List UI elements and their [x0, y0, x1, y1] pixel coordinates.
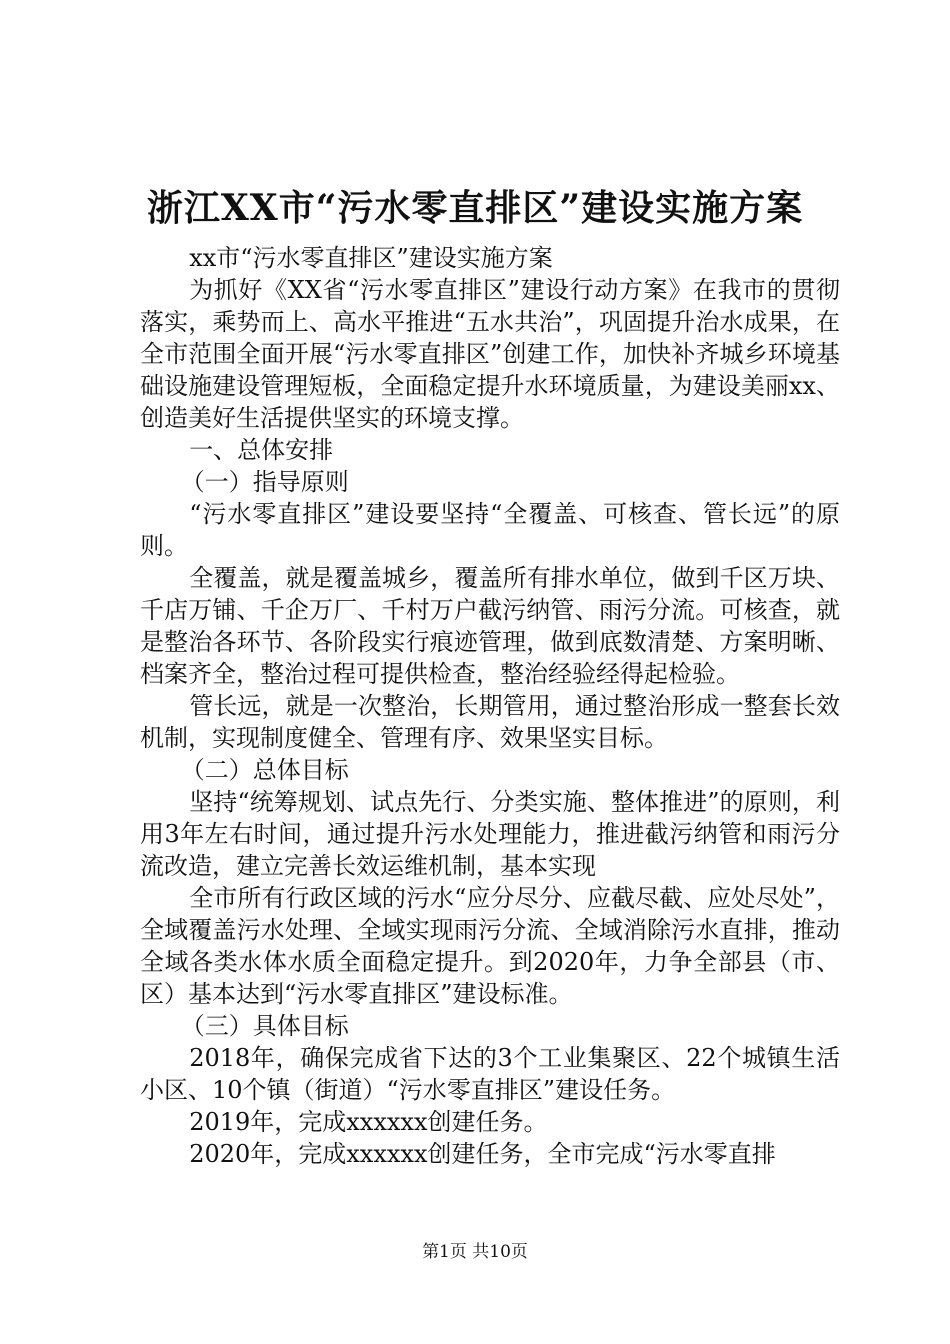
paragraph: “污水零直排区”建设要坚持“全覆盖、可核查、管长远”的原则。: [140, 500, 840, 560]
paragraph: 2019年，完成xxxxxx创建任务。: [189, 1108, 548, 1136]
subsection-heading: （一）指导原则: [180, 468, 349, 496]
paragraph: 坚持“统筹规划、试点先行、分类实施、整体推进”的原则，利用3年左右时间，通过提升污水处理能力，推进截污纳管和雨污分流改造，建立完善长效运维机制，基本实现: [140, 788, 840, 880]
paragraph: 全覆盖，就是覆盖城乡，覆盖所有排水单位，做到千区万块、千店万铺、千企万厂、千村万户截污纳管、雨污分流。可核查，就是整治各环节、各阶段实行痕迹管理，做到底数清楚、方案明晰、档案齐全，整治过程可提供检查，整治经验经得起检验。: [140, 564, 840, 688]
paragraph: 全市所有行政区域的污水“应分尽分、应截尽截、应处尽处”，全域覆盖污水处理、全域实现雨污分流、全域消除污水直排，推动全域各类水体水质全面稳定提升。到2020年，力争全部县（市、区）基本达到“污水零直排区”建设标准。: [140, 884, 840, 1008]
document-subtitle: xx市“污水零直排区”建设实施方案: [189, 244, 553, 272]
page-number: 第1页 共10页: [422, 1242, 528, 1262]
paragraph: 2020年，完成xxxxxx创建任务，全市完成“污水零直排: [189, 1140, 776, 1168]
paragraph-intro: 为抓好《XX省“污水零直排区”建设行动方案》在我市的贯彻落实，乘势而上、高水平推进“五水共治”，巩固提升治水成果，在全市范围全面开展“污水零直排区”创建工作，加快补齐城乡环境基础设施建设管理短板，全面稳定提升水环境质量，为建设美丽xx、创造美好生活提供坚实的环境支撑。: [140, 276, 840, 432]
document-title: 浙江XX市“污水零直排区”建设实施方案: [146, 187, 804, 229]
subsection-heading: （三）具体目标: [180, 1012, 349, 1040]
section-heading: 一、总体安排: [189, 436, 334, 464]
subsection-heading: （二）总体目标: [180, 756, 349, 784]
paragraph: 2018年，确保完成省下达的3个工业集聚区、22个城镇生活小区、10个镇（街道）“污水零直排区”建设任务。: [140, 1044, 840, 1104]
document-body: [140, 242, 840, 1170]
paragraph: 管长远，就是一次整治，长期管用，通过整治形成一整套长效机制，实现制度健全、管理有序、效果坚实目标。: [140, 692, 840, 752]
